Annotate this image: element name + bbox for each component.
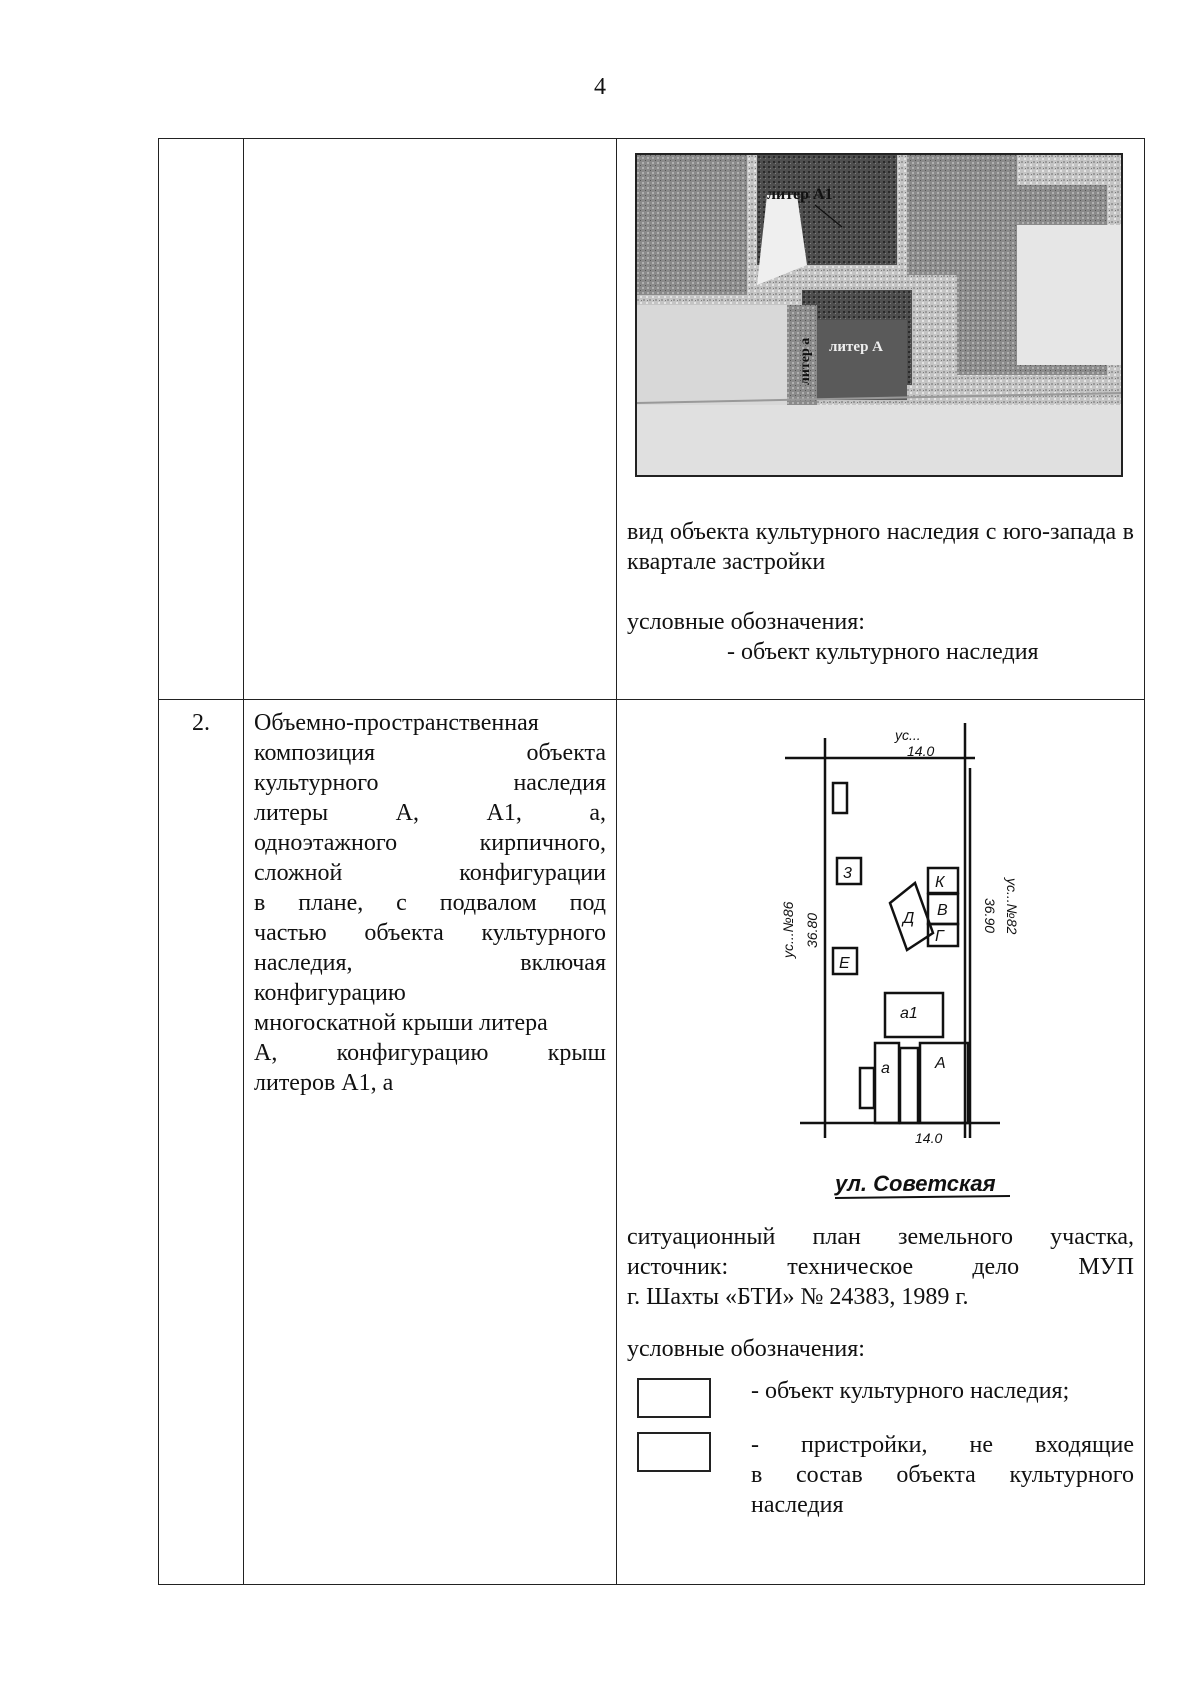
plan-caption-line: источник: техническое дело МУП (627, 1254, 1134, 1280)
legend-item-line: наследия (751, 1492, 844, 1518)
document-table (158, 138, 1145, 1585)
label-liter-a-small: литер а (798, 337, 813, 385)
label-liter-a1: литер А1 (767, 186, 833, 203)
description-line: одноэтажного кирпичного, (254, 830, 606, 856)
plan-letter: А (935, 1055, 946, 1072)
legend-item: - объект культурного наследия; (751, 1378, 1070, 1404)
plan-bottom-width: 14.0 (915, 1130, 943, 1146)
number-cell (159, 139, 244, 700)
legend-title: условные обозначения: (627, 609, 865, 635)
legend-item-line: - пристройки, не входящие (751, 1432, 1134, 1458)
plan-street: ул. Советская (835, 1171, 996, 1196)
table-row (159, 139, 1145, 700)
legend-row (627, 1376, 1134, 1418)
illustration-cell (617, 139, 1145, 700)
legend-item-line: в состав объекта культурного (751, 1462, 1134, 1488)
plan-letter: Г (935, 928, 944, 945)
site-plan-drawing (745, 718, 1045, 1218)
site-plan (745, 718, 1045, 1218)
aerial-photo-image (637, 155, 1121, 475)
plan-letter: 3 (843, 865, 852, 882)
description-cell (244, 139, 617, 700)
plan-left-neighbor: ус...№86 (780, 901, 796, 958)
illustration-cell (617, 700, 1145, 1585)
plan-letter: В (937, 902, 948, 919)
legend-item (751, 1430, 1134, 1520)
description-line: Объемно-пространственная (254, 710, 539, 736)
aerial-photo (635, 153, 1123, 477)
plan-right-neighbor: ус...№82 (1004, 878, 1020, 935)
plan-top-width: 14.0 (907, 743, 935, 759)
description-line: наследия, включая (254, 950, 606, 976)
page-number: 4 (594, 74, 606, 100)
plan-caption-line: ситуационный план земельного участка, (627, 1224, 1134, 1250)
plan-right-length: 36.90 (982, 898, 998, 934)
description-line: частью объекта культурного (254, 920, 606, 946)
description-line: конфигурацию (254, 980, 406, 1006)
plan-letter: а (881, 1060, 890, 1077)
description-line: многоскатной крыши литера (254, 1010, 548, 1036)
plan-caption (627, 1222, 1134, 1312)
description-line: композиция объекта (254, 740, 606, 766)
description-line: литеров А1, а (254, 1070, 394, 1096)
plan-letter: Е (839, 955, 850, 972)
plan-letter: Д (903, 910, 915, 927)
row-description (244, 700, 617, 1585)
row-number: 2. (159, 700, 244, 1585)
legend-box-annex (637, 1432, 711, 1472)
plan-letter: а1 (900, 1005, 918, 1022)
plan-top-label: ус... (895, 727, 921, 743)
description-line: в плане, с подвалом под (254, 890, 606, 916)
description-line: сложной конфигурации (254, 860, 606, 886)
description-line: А, конфигурацию крыш (254, 1040, 606, 1066)
plan-left-length: 36.80 (804, 912, 820, 948)
plan-letter: К (935, 874, 945, 891)
photo-caption: вид объекта культурного наследия с юго-запада в квартале застройки (627, 519, 1134, 575)
description-line: литеры А, А1, а, (254, 800, 606, 826)
legend-item: - объект культурного наследия (727, 639, 1039, 665)
legend-box-heritage (637, 1378, 711, 1418)
legend-row (627, 1430, 1134, 1520)
legend-title: условные обозначения: (627, 1336, 865, 1362)
table-row (159, 700, 1145, 1585)
description-line: культурного наследия (254, 770, 606, 796)
plan-caption-line: г. Шахты «БТИ» № 24383, 1989 г. (627, 1284, 969, 1310)
label-liter-a: литер А (829, 339, 884, 355)
